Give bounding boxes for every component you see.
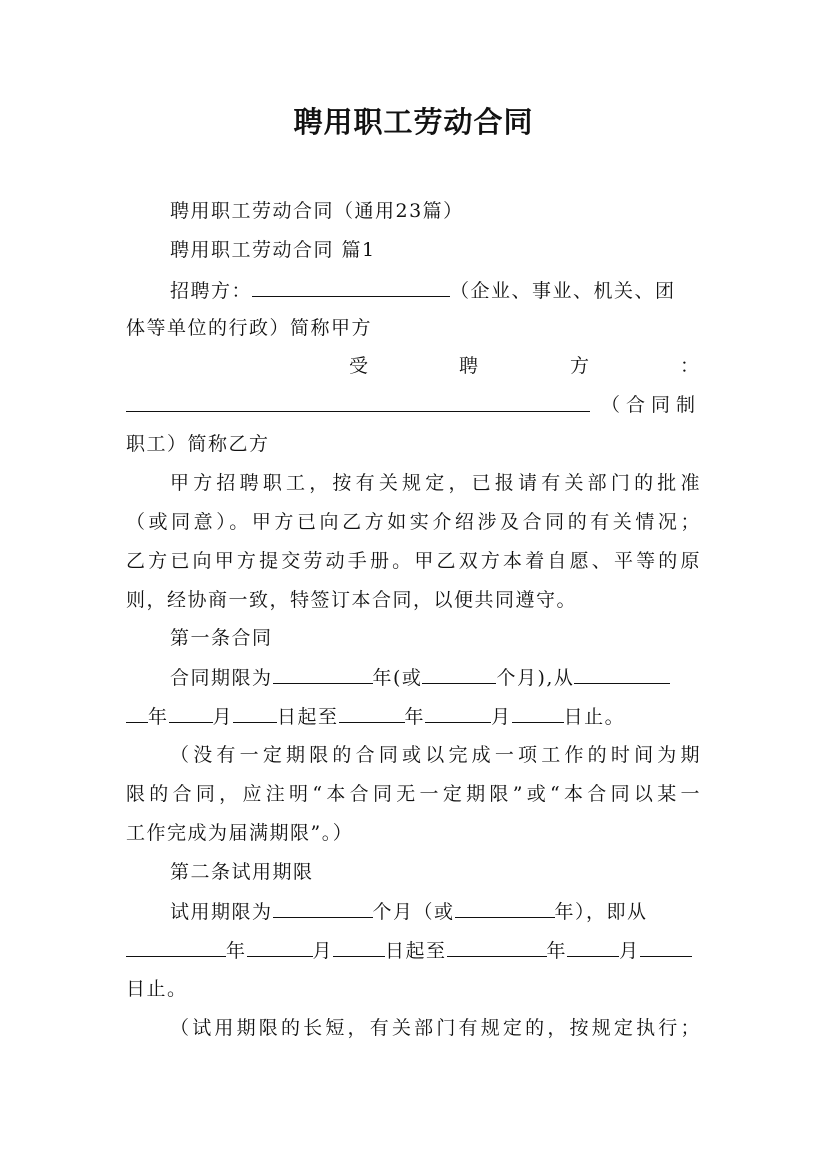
term-text: 年 [148,706,169,728]
article-2-title: 第二条试用期限 [170,861,314,883]
term-text: 月 [619,940,640,962]
employee-blank [126,390,590,412]
term-text: 月 [491,706,512,728]
term-text: 月 [212,706,234,728]
article-2-term-line-2 [126,935,701,966]
employee-note: （合同制 [600,394,701,416]
term-blank [640,935,692,957]
recruiter-label: 招聘方： [170,280,253,302]
employee-label-char: 受 [349,355,370,377]
term-blank [339,701,405,723]
term-blank [126,701,148,723]
term-blank [455,896,555,918]
term-blank [247,935,313,957]
term-text: 年 [226,940,247,962]
heading-part: 聘用职工劳动合同 篇1 [170,239,376,261]
term-blank [512,701,564,723]
article-1-term-line [170,662,701,693]
article-1-term-line-2 [126,701,701,732]
employee-line [126,390,701,421]
article-2-note: （试用期限的长短，有关部门有规定的，按规定执行； [170,1017,701,1039]
article-1-title: 第一条合同 [170,627,273,649]
employee-label-char: ： [680,355,701,377]
intro-line: （或同意）。甲方已向乙方如实介绍涉及合同的有关情况； [126,511,701,533]
intro-line: 则，经协商一致，特签订本合同，以便共同遵守。 [126,589,578,611]
term-text: 月 [312,940,334,962]
term-blank [126,935,226,957]
term-text: 年），即从 [554,901,648,923]
term-blank [333,935,385,957]
recruiter-line [170,275,701,306]
recruiter-note: （企业、事业、机关、团 [450,280,676,302]
term-blank [273,896,373,918]
term-text: 年 [404,706,426,728]
article-1-note-line: （没有一定期限的合同或以完成一项工作的时间为期 [170,744,701,766]
employee-label-char: 聘 [459,355,480,377]
term-text: 年 [546,940,568,962]
intro-line: 甲方招聘职工，按有关规定，已报请有关部门的批准 [170,472,701,494]
term-text: 试用期限为 [170,901,273,923]
article-2-term-end: 日止。 [126,978,188,1000]
document-title: 聘用职工劳动合同 [293,105,534,139]
term-blank [273,662,373,684]
term-blank [425,701,491,723]
term-text: 日止。 [563,706,626,728]
term-text: 个月),从 [496,667,575,689]
term-blank [447,935,547,957]
employee-note-cont: 职工）简称乙方 [126,433,270,455]
term-text: 日起至 [277,706,339,728]
term-blank [422,662,496,684]
article-1-note-line: 限的合同，应注明“本合同无一定期限”或“本合同以某一 [126,783,701,805]
term-text: 合同期限为 [170,667,273,689]
term-blank [574,662,670,684]
heading-all: 聘用职工劳动合同（通用23篇） [170,200,464,222]
recruiter-note-cont: 体等单位的行政）简称甲方 [126,317,373,339]
term-text: 个月（或 [372,901,455,923]
recruiter-blank [252,275,450,297]
term-blank [233,701,277,723]
article-1-note-line: 工作完成为届满期限”。） [126,822,354,844]
intro-line: 乙方已向甲方提交劳动手册。甲乙双方本着自愿、平等的原 [126,550,701,572]
term-text: 日起至 [385,940,447,962]
term-text: 年(或 [372,667,423,689]
employee-label-char: 方 [570,355,591,377]
article-2-term-line [170,896,701,927]
term-blank [567,935,619,957]
term-blank [169,701,213,723]
